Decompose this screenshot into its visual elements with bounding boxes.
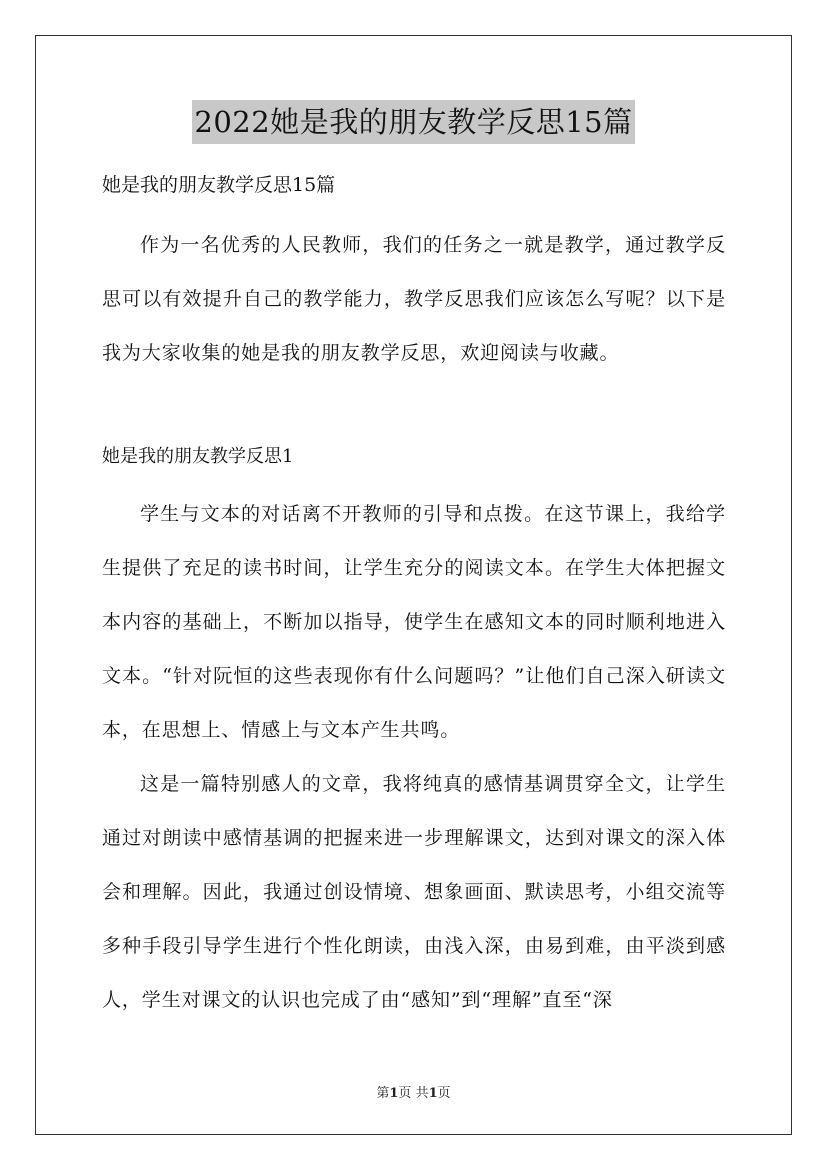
footer-total-pages: 1 [428,1086,438,1101]
document-subtitle: 她是我的朋友教学反思15篇 [102,174,336,196]
document-body [102,172,726,1027]
page-footer [0,1082,827,1101]
body-paragraph: 这是一篇特别感人的文章，我将纯真的感情基调贯穿全文，让学生通过对朗读中感情基调的把握来进一步理解课文，达到对课文的深入体会和理解。因此，我通过创设情境、想象画面、默读思考，小组交流等多种手段引导学生进行个性化朗读，由浅入深，由易到难，由平淡到感人，学生对课文的认识也完成了由“感知”到“理解”直至“深 [102,773,726,1011]
footer-current-page: 1 [389,1086,399,1101]
footer-prefix: 第 [376,1086,390,1101]
body-paragraph: 学生与文本的对话离不开教师的引导和点拨。在这节课上，我给学生提供了充足的读书时间，让学生充分的阅读文本。在学生大体把握文本内容的基础上，不断加以指导，使学生在感知文本的同时顺利地进入文本。“针对阮恒的这些表现你有什么问题吗？”让他们自己深入研读文本，在思想上、情感上与文本产生共鸣。 [102,503,726,741]
document-title: 2022她是我的朋友教学反思15篇 [192,100,634,144]
title-container [0,100,827,144]
footer-middle: 页 共 [398,1086,429,1101]
footer-suffix: 页 [437,1086,451,1101]
section-heading: 她是我的朋友教学反思1 [102,446,294,467]
intro-paragraph: 作为一名优秀的人民教师，我们的任务之一就是教学，通过教学反思可以有效提升自己的教学能力，教学反思我们应该怎么写呢？以下是我为大家收集的她是我的朋友教学反思，欢迎阅读与收藏。 [102,234,726,364]
